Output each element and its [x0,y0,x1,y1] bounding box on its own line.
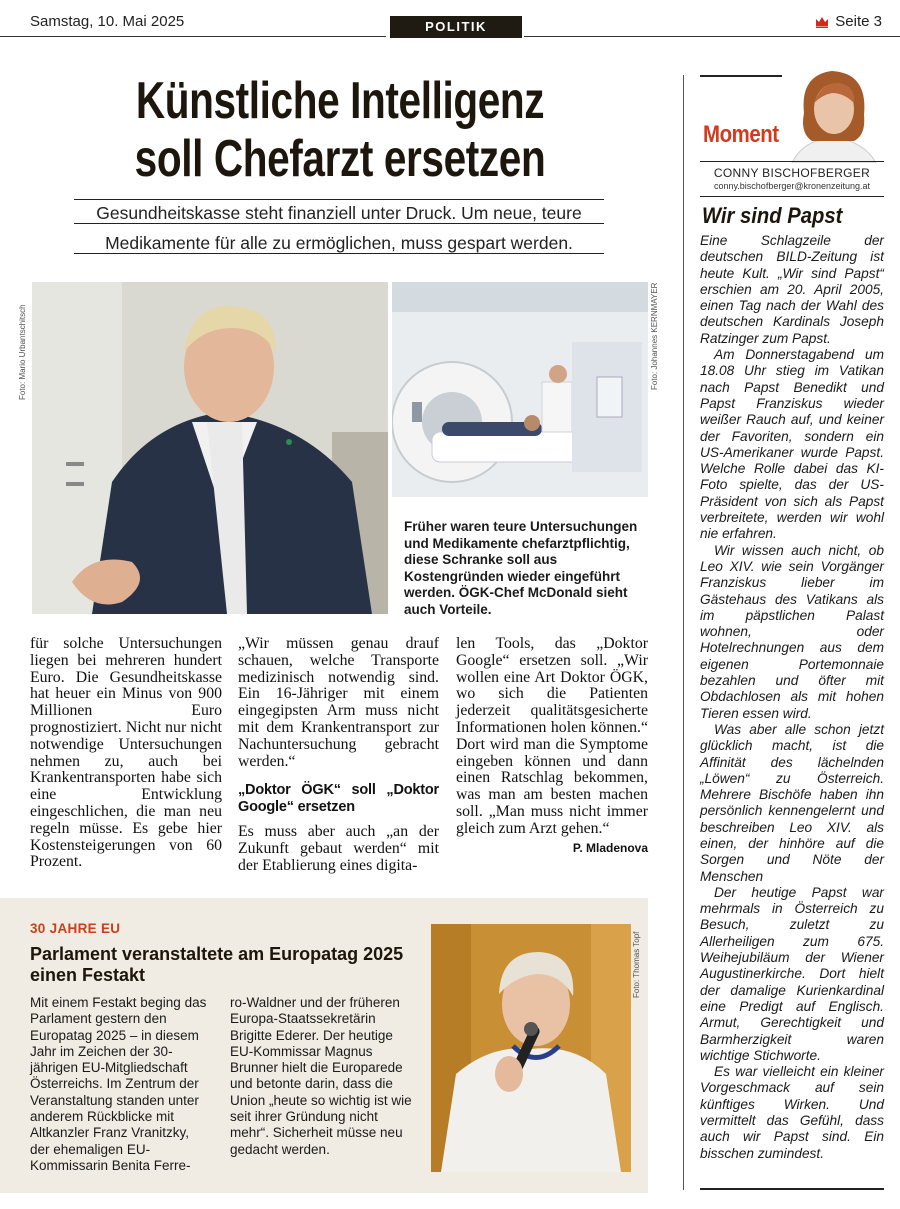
eu-photo-credit [632,928,646,1008]
header-rule-right [524,36,900,37]
sidebar-rule [700,161,884,162]
subhead-rule-bottom [74,253,604,254]
sidebar-rule-2 [700,196,884,197]
header-rule-left [0,36,386,37]
photo-ederer [431,924,631,1172]
photo-credit-left-text: Foto: Mario Urbantschitsch [18,304,27,400]
article-subhead [74,198,604,229]
photo-credit-right [650,280,664,410]
column-body [700,233,884,1162]
article-column-1 [30,636,222,871]
author-portrait [782,63,884,163]
eu-column-1: Mit einem Festakt beging das Parlament gestern den Europatag 2025 – in diesem Jahr im Zeichen der 30-jährigen EU-Mitgliedschaft Österreichs. Im Zentrum der Veranstaltung standen unter anderem Rückblicke mit Altkanzler Franz Vranitzky, der ehemaligen EU-Kommissarin Benita Ferre- [30,995,207,1173]
article-author: P. Mladenova [572,840,648,855]
article-subhead-2 [74,228,604,259]
photo-mcdonald [32,282,388,614]
column-rubric: Moment [703,121,779,148]
eu-column-2: ro-Waldner und der früheren Europa-Staatssekretärin Brigitte Ederer. Der heutige EU-Kommissar Magnus Brunner hielt die Europarede und betonte darin, dass die Union „heute so wichtig ist wie seit ihrer Gründung nicht mehr“. Sicherheit müsse neu gedacht werden. [230,995,412,1157]
article-column-2 [238,636,439,875]
sidebar-bottom-rule [700,1188,884,1190]
issue-date: Samstag, 10. Mai 2025 [30,13,185,30]
column-paragraph: Am Donnerstagabend um 18.08 Uhr stieg im Vatikan nach Papst Benedikt und Papst Franziskus wieder weißer Rauch auf, und keiner der Favoriten, sondern ein US-Amerikaner wurde Papst. Welche Rolle dabei das KI-Foto spielte, das der US-Präsident von sich als Papst verbreitete, werden wir wohl nie erfahren. [700,347,884,542]
photo-caption: Früher waren teure Untersuchungen und Medikamente chefarztpflichtig, diese Schranke soll aus Kostengründen wieder eingeführt werden. ÖGK-Chef McDonald sieht auch Vorteile. [404,519,638,617]
column-2-subhead: „Doktor ÖGK“ soll „Doktor Google“ ersetzen [238,782,439,816]
headline-line-1: Künstliche Intelligenz [135,72,545,130]
column-2-text: „Wir müssen genau drauf schauen, welche Transporte medizinisch notwendig sind. Ein 16-Jähriger mit einem eingegipsten Arm muss nicht mit dem Krankentransport zur Nachuntersuchung gebracht werden.“ [238,635,439,770]
photo-ederer-illustration [431,924,631,1172]
sidebar-divider [683,75,684,1190]
author-portrait-illustration [782,63,884,163]
photo-mcdonald-illustration [32,282,388,614]
article-headline [122,72,559,188]
photo-credit-left [18,300,32,430]
column-paragraph: Der heutige Papst war mehrmals in Österreich zu Besuch, zuletzt zu Allerheiligen zum 675. Weihejubiläum der Wiener Augustinerkirche. Dort hielt der damalige Kurienkardinal eine Predigt auf Englisch. Armut, Gerechtigkeit und Barmherzigkeit waren wichtige Stichworte. [700,884,884,1063]
columnist-name: CONNY BISCHOFBERGER [713,166,871,180]
column-paragraph: Was aber alle schon jetzt glücklich macht, ist die Affinität des lächelnden „Löwen“ zu Österreich. Mehrere Bischöfe haben ihn persönlich kennengelernt und beschreiben Leo XIV. als einen, der hinhöre auf die Sorgen und Nöte der Menschen [700,721,884,884]
eu-photo-credit-text: Foto: Thomas Topf [632,931,641,998]
section-label: POLITIK [390,16,522,38]
column-1-text: für solche Untersuchungen liegen bei mehreren hundert Euro. Die Gesundheitskasse hat heuer ein Minus von 900 Millionen Euro prognostiziert. Nicht nur nicht notwendige Untersuchungen nehmen zu, auch bei Krankentransporten habe sich eine Entwicklung eingeschlichen, die man neu regeln müsse. Es gebe hier Kostensteigerungen von 60 Prozent. [30,635,222,871]
page-number [815,13,882,30]
column-paragraph: Wir wissen auch nicht, ob Leo XIV. wie sein Vorgänger Franziskus lieber im Gästehaus des Vatikans als im päpstlichen Palast wohnen, oder Hotelrechnungen aus dem eigenen Portemonnaie bezahlen und öfter mit Obdachlosen als mit hohen Tieren essen wird. [700,542,884,721]
columnist-email[interactable]: conny.bischofberger@kronenzeitung.at [713,181,871,191]
eu-headline: Parlament veranstaltete am Europatag 2025 einen Festakt [30,944,404,985]
photo-ct-scanner-illustration [392,282,648,497]
column-title: Wir sind Papst [702,203,843,228]
headline-line-2: soll Chefarzt ersetzen [134,130,546,188]
column-3-body: len Tools, das „Doktor Google“ ersetzen soll. „Wir wollen eine Art Doktor ÖGK, wo sich die Patienten jederzeit qualitätsgesicherte Informationen holen können.“ Dort wird man die Symptome eingeben können und dann einen Ratschlag bekommen, was man am besten machen soll. „Man muss nicht immer gleich zum Arzt gehen.“ [456,635,648,837]
photo-credit-right-text: Foto: Johannes KERNMAYER [650,282,659,390]
page-number-label: Seite 3 [835,13,882,30]
column-paragraph: Eine Schlagzeile der deutschen BILD-Zeitung ist heute Kult. „Wir sind Papst“ erschien am 20. April 2005, einen Tag nach der Wahl des deutschen Kardinals Joseph Ratzinger zum Papst. [700,233,884,346]
column-2-text-continued: Es muss aber auch „an der Zukunft gebaut werden“ mit der Etablierung eines digita- [238,823,439,874]
photo-ct-scanner [392,282,648,497]
subhead-rule-mid [74,223,604,224]
column-paragraph: Es war vielleicht ein kleiner Vorgeschmack auf sein künftiges Wirken. Und vermittelt das Gefühl, dass auch wir Papst sind. Ein bisschen zumindest. [700,1064,884,1161]
eu-kicker: 30 JAHRE EU [30,921,121,936]
article-column-3 [456,636,648,856]
subhead-line-1: Gesundheitskasse steht finanziell unter Druck. Um neue, teure [96,203,582,223]
column-3-text [456,635,648,855]
subhead-line-2: Medikamente für alle zu ermöglichen, muss gespart werden. [105,233,573,253]
crown-icon [815,16,829,28]
